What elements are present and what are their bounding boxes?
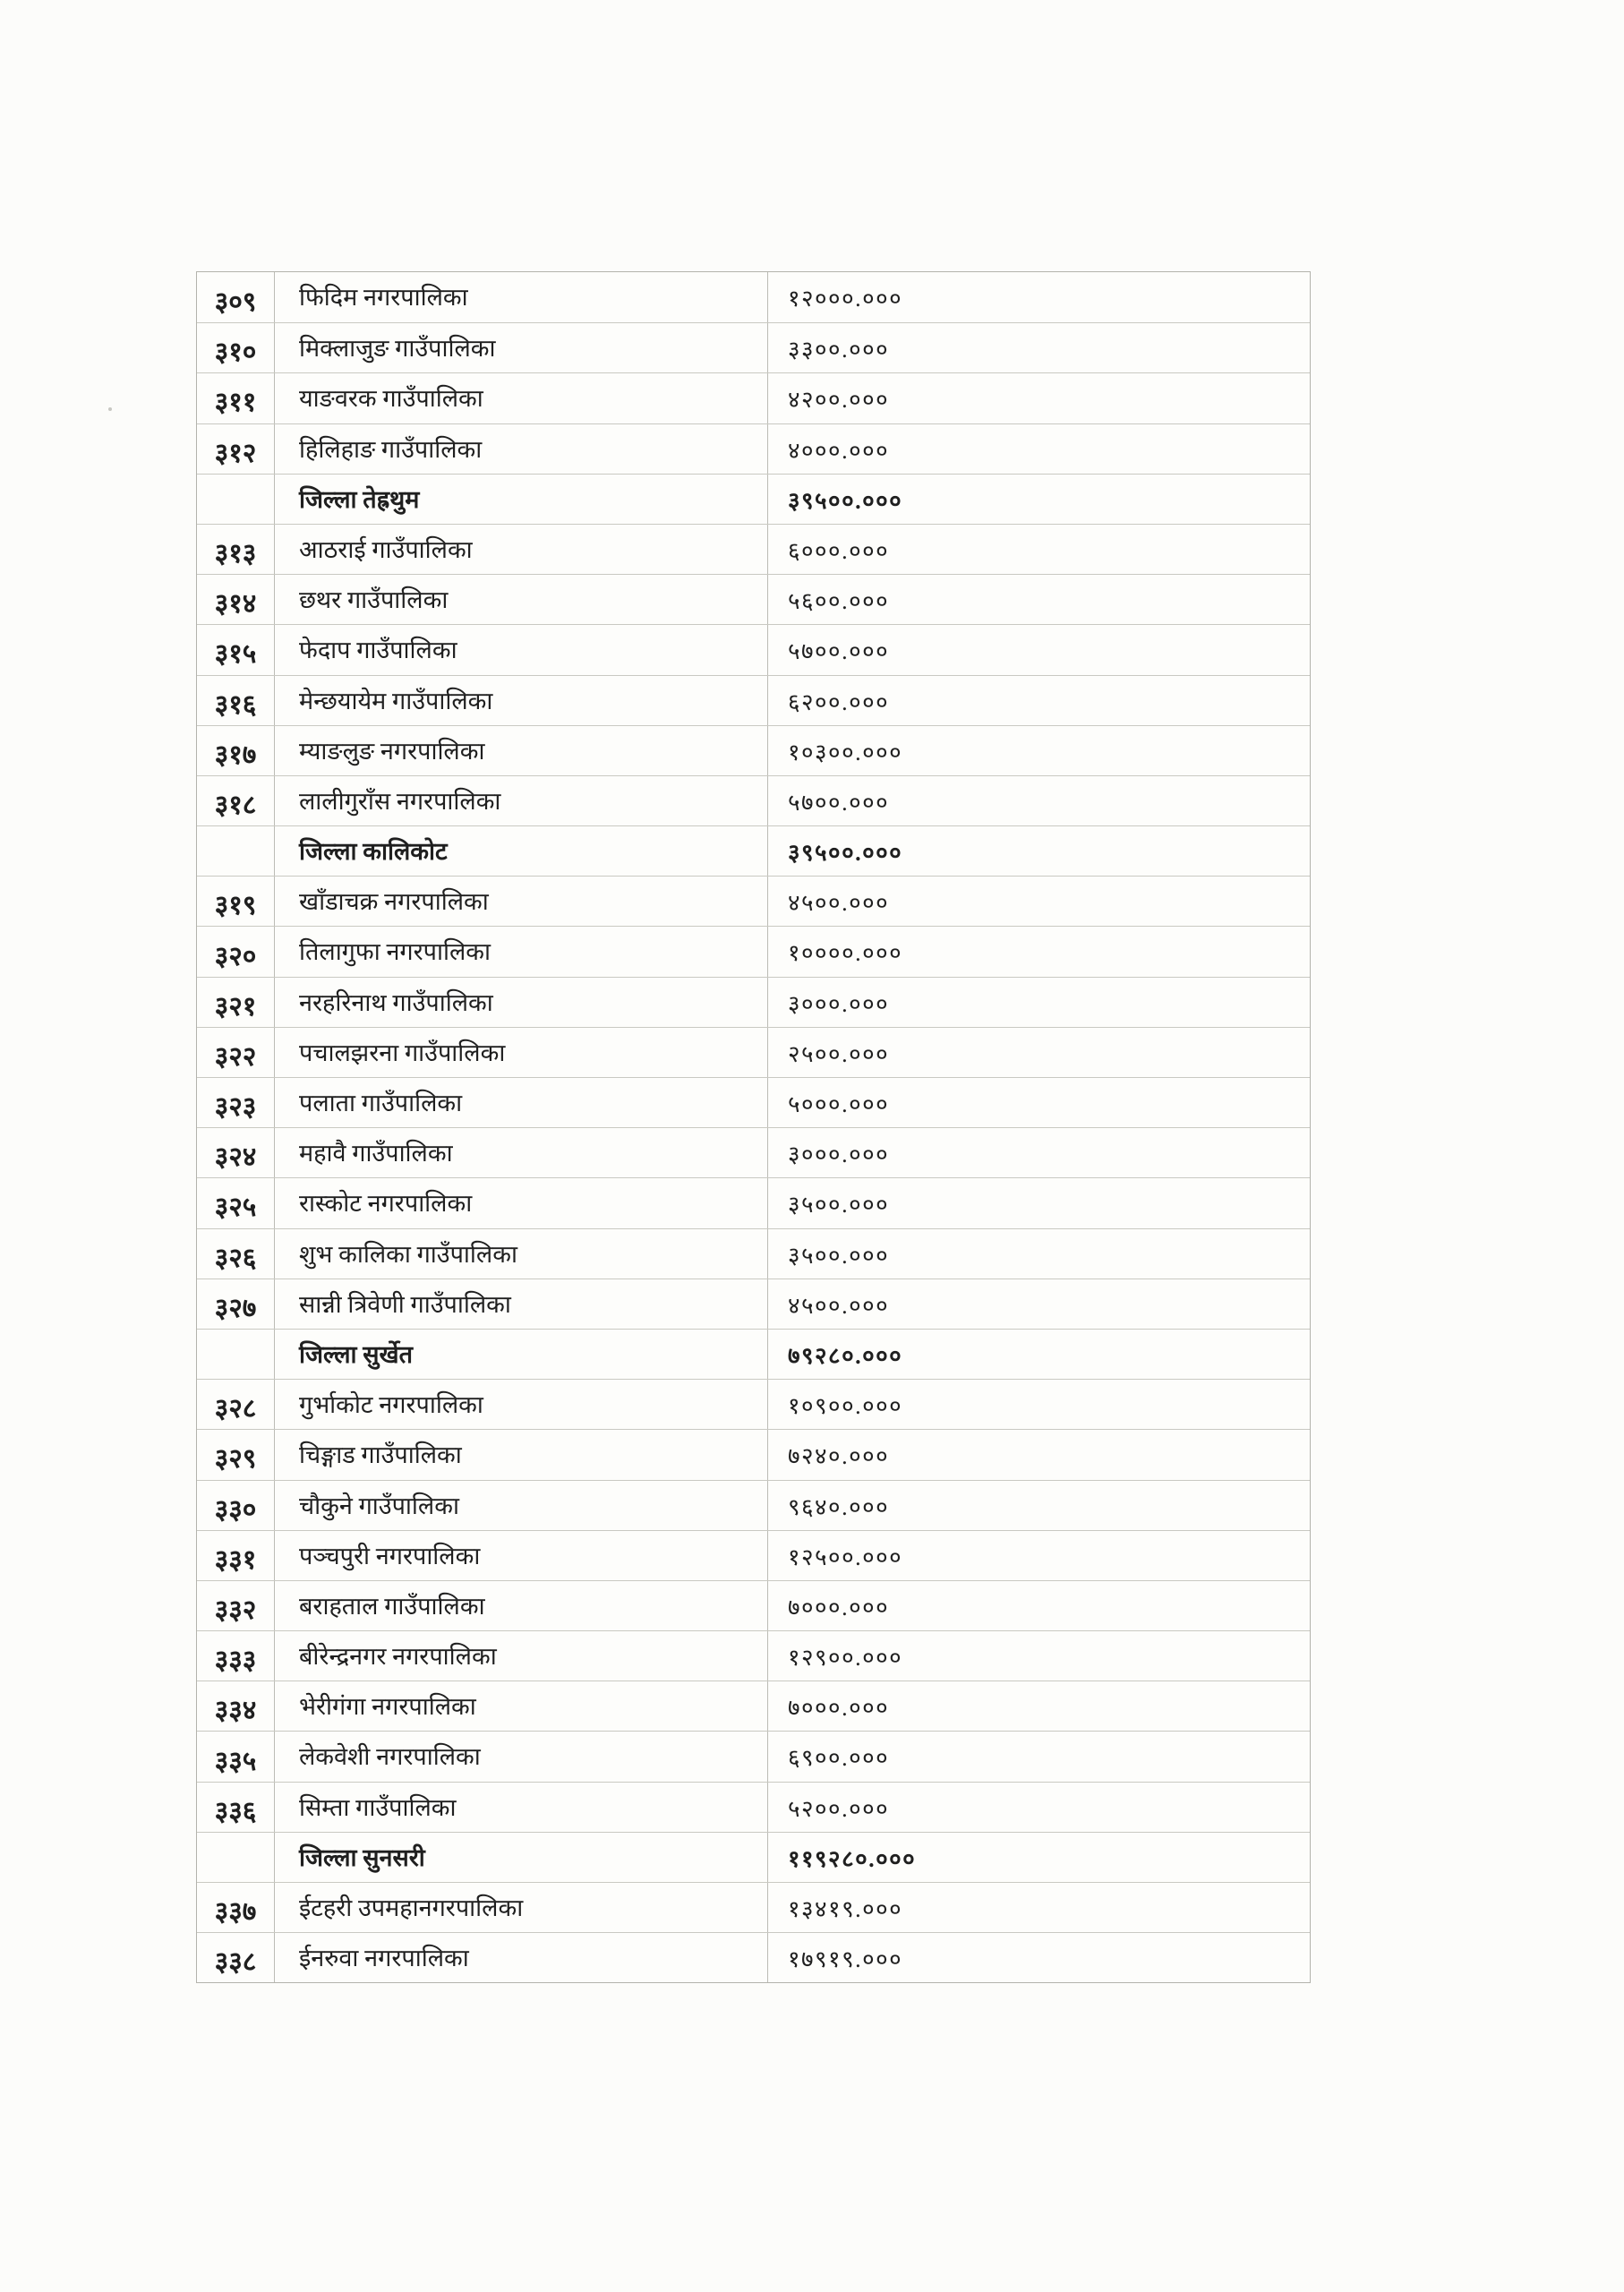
district-total-row bbox=[197, 474, 1310, 524]
local-unit-name-cell: चौकुने गाउँपालिका bbox=[275, 1481, 768, 1530]
serial-number-cell: ३१९ bbox=[197, 877, 275, 926]
local-unit-name-cell: छथर गाउँपालिका bbox=[275, 575, 768, 624]
table-row bbox=[197, 1882, 1310, 1932]
serial-number-cell: ३२२ bbox=[197, 1028, 275, 1077]
local-unit-name-cell: मेन्छयायेम गाउँपालिका bbox=[275, 676, 768, 725]
serial-number-cell: ३२४ bbox=[197, 1128, 275, 1177]
local-unit-name-cell: रास्कोट नगरपालिका bbox=[275, 1178, 768, 1227]
amount-cell: ३५००.००० bbox=[788, 1192, 890, 1219]
local-unit-name-cell: खाँडाचक्र नगरपालिका bbox=[275, 877, 768, 926]
allocation-table bbox=[196, 271, 1311, 1983]
scan-speck bbox=[108, 407, 112, 411]
district-total-row bbox=[197, 1832, 1310, 1882]
serial-number-cell bbox=[197, 475, 275, 524]
amount-cell: ३९५००.००० bbox=[788, 487, 903, 514]
table-row bbox=[197, 272, 1310, 322]
amount-cell: ६९००.००० bbox=[788, 1745, 890, 1772]
amount-cell: ६२००.००० bbox=[788, 688, 890, 715]
serial-number-cell: ३२६ bbox=[197, 1229, 275, 1279]
local-unit-name-cell: पचालझरना गाउँपालिका bbox=[275, 1028, 768, 1077]
amount-cell: ७२४०.००० bbox=[788, 1443, 890, 1470]
serial-number-cell: ३३१ bbox=[197, 1531, 275, 1580]
amount-cell: १०३००.००० bbox=[788, 739, 903, 765]
local-unit-name-cell: लालीगुराँस नगरपालिका bbox=[275, 776, 768, 825]
table-row bbox=[197, 423, 1310, 474]
table-row bbox=[197, 1228, 1310, 1279]
district-total-row bbox=[197, 825, 1310, 876]
serial-number-cell: ३१४ bbox=[197, 575, 275, 624]
amount-cell: ३०००.००० bbox=[788, 990, 890, 1017]
amount-cell: ३३००.००० bbox=[788, 337, 890, 363]
amount-cell: ४५००.००० bbox=[788, 1292, 890, 1319]
amount-cell: ७९२८०.००० bbox=[788, 1342, 903, 1369]
table-row bbox=[197, 675, 1310, 725]
table-row bbox=[197, 977, 1310, 1027]
table-row bbox=[197, 1530, 1310, 1580]
amount-cell: ३०००.००० bbox=[788, 1142, 890, 1168]
amount-cell: ५०००.००० bbox=[788, 1091, 890, 1117]
table-row bbox=[197, 1177, 1310, 1227]
table-row bbox=[197, 624, 1310, 674]
serial-number-cell: ३३५ bbox=[197, 1732, 275, 1781]
district-total-row bbox=[197, 1329, 1310, 1379]
local-unit-name-cell: बीरेन्द्रनगर नगरपालिका bbox=[275, 1631, 768, 1681]
serial-number-cell: ३३७ bbox=[197, 1883, 275, 1932]
local-unit-name-cell: पञ्चपुरी नगरपालिका bbox=[275, 1531, 768, 1580]
table-row bbox=[197, 775, 1310, 825]
amount-cell: ५६००.००० bbox=[788, 588, 890, 615]
local-unit-name-cell: म्याङलुङ नगरपालिका bbox=[275, 726, 768, 775]
table-row bbox=[197, 1580, 1310, 1630]
amount-cell: ९६४०.००० bbox=[788, 1493, 890, 1520]
local-unit-name-cell: हिलिहाङ गाउँपालिका bbox=[275, 424, 768, 474]
table-row bbox=[197, 524, 1310, 574]
table-row bbox=[197, 1127, 1310, 1177]
serial-number-cell: ३२७ bbox=[197, 1279, 275, 1329]
table-row bbox=[197, 1782, 1310, 1832]
local-unit-name-cell: मिक्लाजुङ गाउँपालिका bbox=[275, 323, 768, 372]
table-row bbox=[197, 876, 1310, 926]
local-unit-name-cell: नरहरिनाथ गाउँपालिका bbox=[275, 978, 768, 1027]
serial-number-cell: ३२१ bbox=[197, 978, 275, 1027]
local-unit-name-cell: शुभ कालिका गाउँपालिका bbox=[275, 1229, 768, 1279]
amount-cell: ७०००.००० bbox=[788, 1594, 890, 1621]
amount-cell: २५००.००० bbox=[788, 1040, 890, 1067]
serial-number-cell bbox=[197, 1833, 275, 1882]
local-unit-name-cell: फिदिम नगरपालिका bbox=[275, 272, 768, 322]
table-row bbox=[197, 322, 1310, 372]
amount-cell: १३४१९.००० bbox=[788, 1896, 903, 1922]
amount-cell: १२०००.००० bbox=[788, 286, 903, 312]
amount-cell: ५७००.००० bbox=[788, 789, 890, 816]
local-unit-name-cell: आठराई गाउँपालिका bbox=[275, 525, 768, 574]
amount-cell: १२५००.००० bbox=[788, 1544, 903, 1570]
serial-number-cell: ३१८ bbox=[197, 776, 275, 825]
serial-number-cell: ३२८ bbox=[197, 1380, 275, 1429]
amount-cell: ४२००.००० bbox=[788, 387, 890, 414]
local-unit-name-cell: ईनरुवा नगरपालिका bbox=[275, 1933, 768, 1982]
amount-cell: ४०००.००० bbox=[788, 437, 890, 464]
local-unit-name-cell: गुर्भाकोट नगरपालिका bbox=[275, 1380, 768, 1429]
amount-cell: १०९००.००० bbox=[788, 1393, 903, 1420]
serial-number-cell: ३१६ bbox=[197, 676, 275, 725]
serial-number-cell: ३०९ bbox=[197, 272, 275, 322]
local-unit-name-cell: भेरीगंगा नगरपालिका bbox=[275, 1681, 768, 1731]
serial-number-cell: ३३८ bbox=[197, 1933, 275, 1982]
table-row bbox=[197, 725, 1310, 775]
serial-number-cell: ३११ bbox=[197, 373, 275, 423]
serial-number-cell: ३३० bbox=[197, 1481, 275, 1530]
table-row bbox=[197, 1932, 1310, 1982]
local-unit-name-cell: जिल्ला सुर्खेत bbox=[275, 1330, 768, 1379]
amount-cell: ११९२८०.००० bbox=[788, 1845, 917, 1872]
local-unit-name-cell: जिल्ला सुनसरी bbox=[275, 1833, 768, 1882]
serial-number-cell: ३३२ bbox=[197, 1581, 275, 1630]
table-row bbox=[197, 926, 1310, 976]
table-row bbox=[197, 1379, 1310, 1429]
local-unit-name-cell: लेकवेशी नगरपालिका bbox=[275, 1732, 768, 1781]
amount-cell: ५७००.००० bbox=[788, 638, 890, 665]
amount-cell: ४५००.००० bbox=[788, 890, 890, 917]
serial-number-cell: ३१५ bbox=[197, 625, 275, 674]
serial-number-cell: ३२० bbox=[197, 927, 275, 976]
local-unit-name-cell: ईटहरी उपमहानगरपालिका bbox=[275, 1883, 768, 1932]
amount-cell: ५२००.००० bbox=[788, 1795, 890, 1822]
amount-cell: १००००.००० bbox=[788, 940, 903, 967]
table-row bbox=[197, 1731, 1310, 1781]
serial-number-cell: ३१३ bbox=[197, 525, 275, 574]
table-row bbox=[197, 1027, 1310, 1077]
amount-cell: १७९१९.००० bbox=[788, 1946, 903, 1973]
local-unit-name-cell: याङवरक गाउँपालिका bbox=[275, 373, 768, 423]
serial-number-cell: ३१७ bbox=[197, 726, 275, 775]
serial-number-cell: ३३६ bbox=[197, 1783, 275, 1832]
amount-cell: ७०००.००० bbox=[788, 1695, 890, 1722]
local-unit-name-cell: तिलागुफा नगरपालिका bbox=[275, 927, 768, 976]
local-unit-name-cell: जिल्ला कालिकोट bbox=[275, 826, 768, 876]
local-unit-name-cell: बराहताल गाउँपालिका bbox=[275, 1581, 768, 1630]
serial-number-cell: ३२३ bbox=[197, 1078, 275, 1127]
serial-number-cell: ३३४ bbox=[197, 1681, 275, 1731]
serial-number-cell: ३२५ bbox=[197, 1178, 275, 1227]
serial-number-cell bbox=[197, 826, 275, 876]
local-unit-name-cell: सान्नी त्रिवेणी गाउँपालिका bbox=[275, 1279, 768, 1329]
local-unit-name-cell: पलाता गाउँपालिका bbox=[275, 1078, 768, 1127]
amount-cell: ६०००.००० bbox=[788, 537, 890, 564]
serial-number-cell: ३२९ bbox=[197, 1430, 275, 1479]
amount-cell: १२९००.००० bbox=[788, 1645, 903, 1672]
table-row bbox=[197, 1630, 1310, 1681]
amount-cell: ३९५००.००० bbox=[788, 840, 903, 867]
table-row bbox=[197, 1429, 1310, 1479]
local-unit-name-cell: महावै गाउँपालिका bbox=[275, 1128, 768, 1177]
table-row bbox=[197, 372, 1310, 423]
serial-number-cell bbox=[197, 1330, 275, 1379]
serial-number-cell: ३१० bbox=[197, 323, 275, 372]
local-unit-name-cell: फेदाप गाउँपालिका bbox=[275, 625, 768, 674]
amount-cell: ३५००.००० bbox=[788, 1242, 890, 1269]
table-row bbox=[197, 1681, 1310, 1731]
table-row bbox=[197, 1077, 1310, 1127]
table-row bbox=[197, 1480, 1310, 1530]
table-row bbox=[197, 1279, 1310, 1329]
serial-number-cell: ३१२ bbox=[197, 424, 275, 474]
table-row bbox=[197, 574, 1310, 624]
local-unit-name-cell: सिम्ता गाउँपालिका bbox=[275, 1783, 768, 1832]
local-unit-name-cell: चिङ्गाड गाउँपालिका bbox=[275, 1430, 768, 1479]
serial-number-cell: ३३३ bbox=[197, 1631, 275, 1681]
local-unit-name-cell: जिल्ला तेह्रथुम bbox=[275, 475, 768, 524]
